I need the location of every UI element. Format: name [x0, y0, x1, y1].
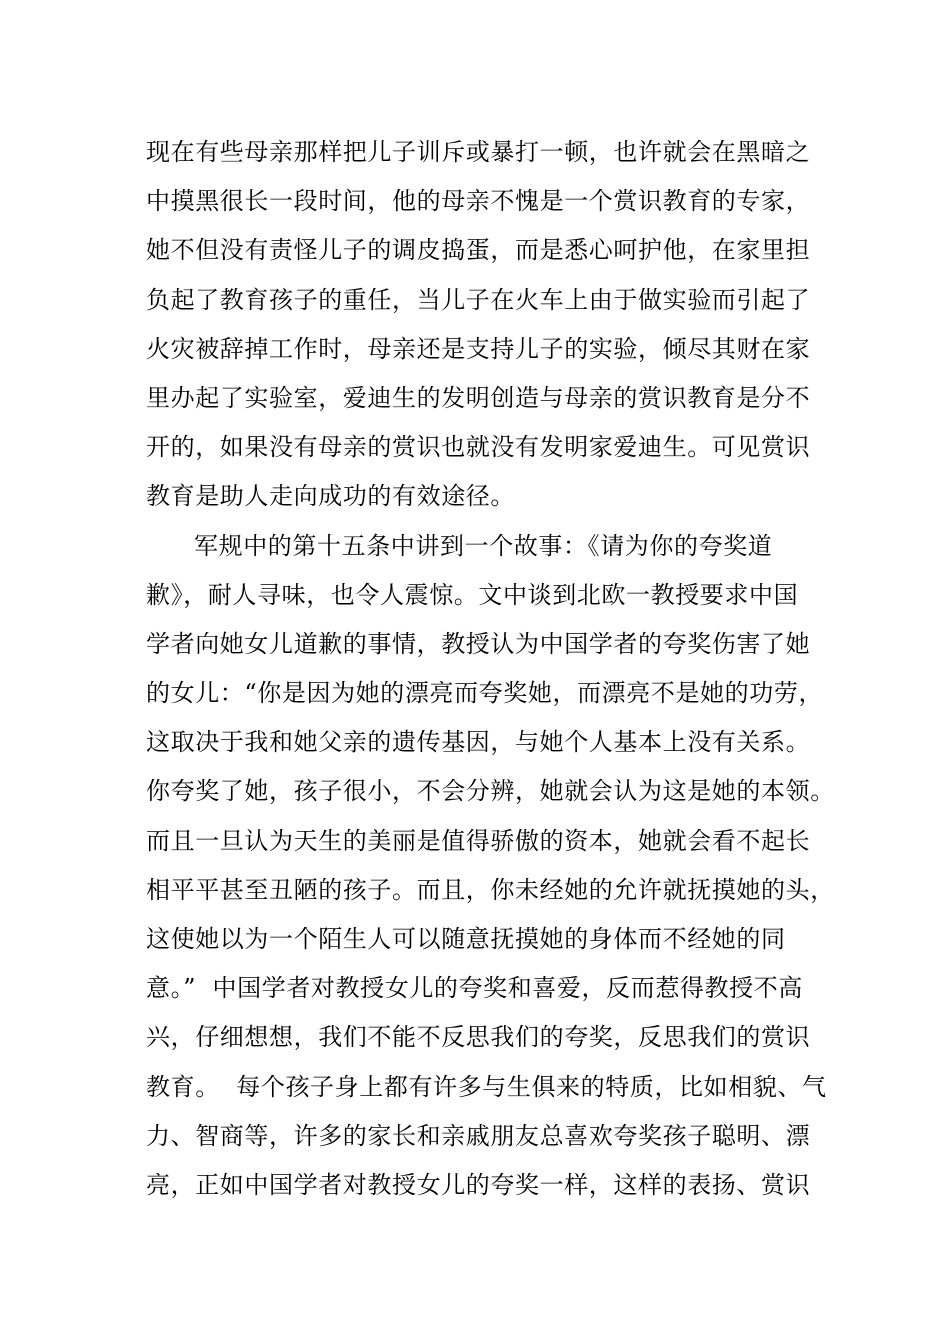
- text-line: 里办起了实验室，爱迪生的发明创造与母亲的赏识教育是分不: [146, 383, 811, 412]
- text-line: 开的，如果没有母亲的赏识也就没有发明家爱迪生。可见赏识: [146, 433, 811, 462]
- text-line: 歉》，耐人寻味，也令人震惊。文中谈到北欧一教授要求中国: [146, 580, 799, 609]
- text-line: 你夸奖了她，孩子很小，不会分辨，她就会认为这是她的本领。: [146, 777, 835, 806]
- text-line: 中摸黑很长一段时间，他的母亲不愧是一个赏识教育的专家，: [146, 187, 811, 216]
- paragraph-start-line: 军规中的第十五条中讲到一个故事：《请为你的夸奖道: [194, 531, 773, 560]
- text-line: 现在有些母亲那样把儿子训斥或暴打一顿，也许就会在黑暗之: [146, 138, 811, 166]
- body-text: [146, 128, 836, 1210]
- text-line: 这使她以为一个陌生人可以随意抚摸她的身体而不经她的同: [146, 925, 786, 953]
- text-line: 她不但没有责怪儿子的调皮捣蛋，而是悉心呵护他，在家里担: [146, 236, 811, 265]
- text-line: 的女儿：“你是因为她的漂亮而夸奖她，而漂亮不是她的功劳，: [146, 679, 824, 708]
- text-line: 火灾被辞掉工作时，母亲还是支持儿子的实验，倾尽其财在家: [146, 334, 811, 363]
- text-line: 教育是助人走向成功的有效途径。: [146, 482, 515, 511]
- text-line: 意。” 中国学者对教授女儿的夸奖和喜爱，反而惹得教授不高: [146, 974, 803, 1003]
- text-line: 亮，正如中国学者对教授女儿的夸奖一样，这样的表扬、赏识: [146, 1170, 811, 1199]
- text-line: 力、智商等，许多的家长和亲戚朋友总喜欢夸奖孩子聪明、漂: [146, 1121, 811, 1150]
- text-line: 学者向她女儿道歉的事情，教授认为中国学者的夸奖伤害了她: [146, 629, 811, 658]
- text-line: 兴，仔细想想，我们不能不反思我们的夸奖，反思我们的赏识: [146, 1023, 811, 1052]
- text-line: 教育。 每个孩子身上都有许多与生俱来的特质，比如相貌、气: [146, 1072, 827, 1101]
- text-line: 负起了教育孩子的重任，当儿子在火车上由于做实验而引起了: [146, 285, 811, 314]
- text-line: 这取决于我和她父亲的遗传基因，与她个人基本上没有关系。: [146, 728, 811, 757]
- text-line: 相平平甚至丑陋的孩子。而且，你未经她的允许就抚摸她的头，: [146, 875, 835, 904]
- text-line: 而且一旦认为天生的美丽是值得骄傲的资本，她就会看不起长: [146, 826, 811, 855]
